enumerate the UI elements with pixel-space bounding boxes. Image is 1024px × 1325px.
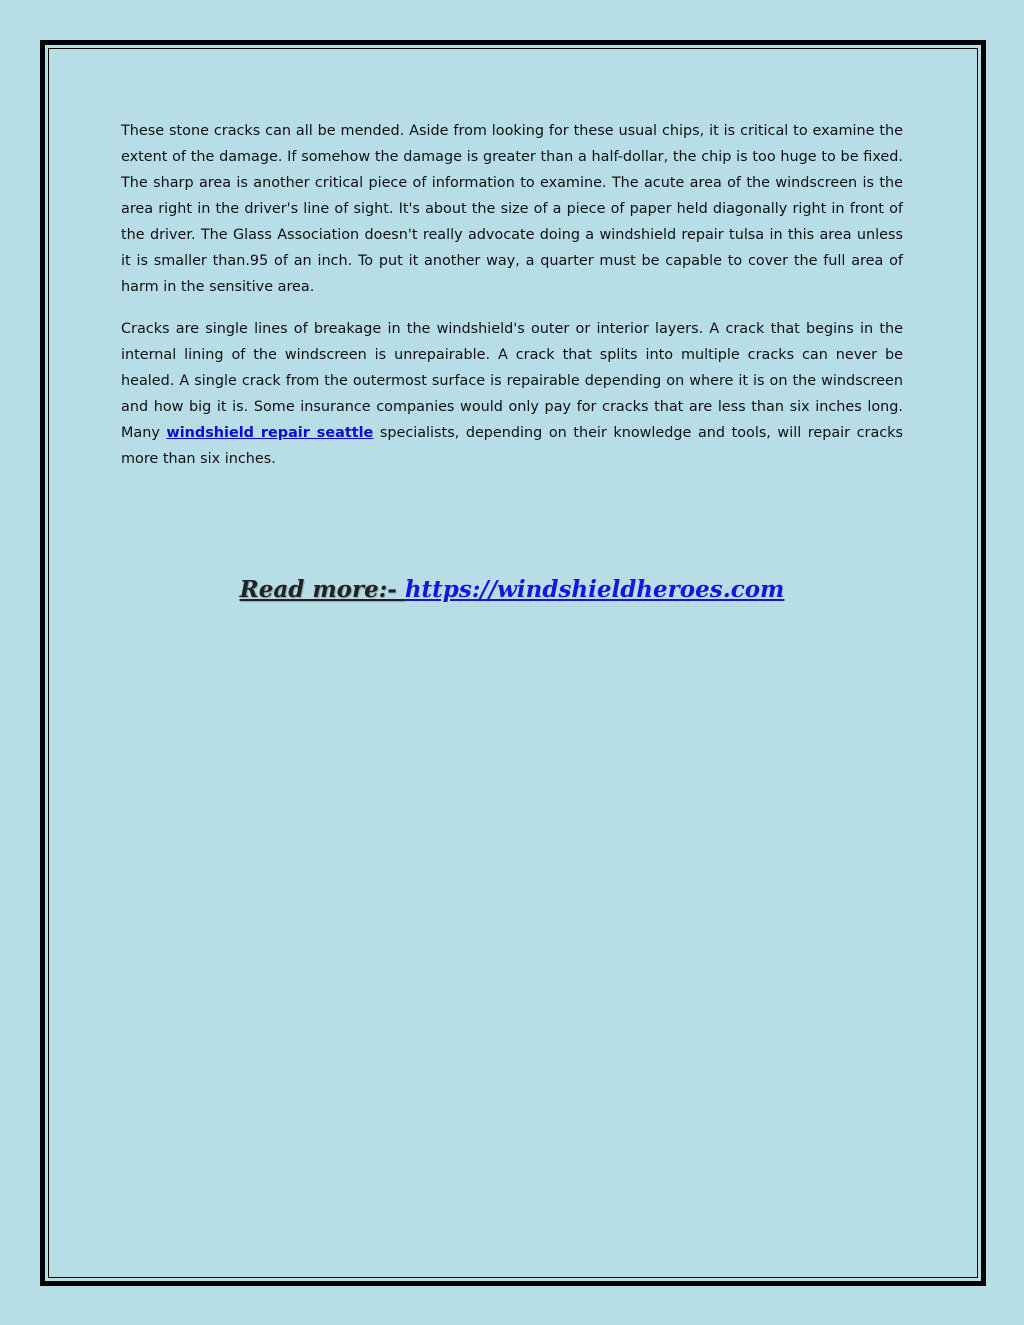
paragraph-cracks <box>121 316 903 472</box>
read-more-label: Read more:- <box>239 576 405 603</box>
read-more-url-link[interactable]: https://windshieldheroes.com <box>404 576 785 603</box>
windshield-repair-seattle-link[interactable]: windshield repair seattle <box>166 425 374 441</box>
read-more-line <box>0 573 1024 607</box>
document-body <box>121 118 903 488</box>
paragraph-cracks-text-start: Cracks are single lines of breakage in the windshield's outer or interior layers. A crack that begins in the internal lining of the windscreen is unrepairable. A crack that splits into multiple cracks can never be healed. A single crack from the outermost surface is repairable depending on where it is on the windscreen and how big it is. Some insurance companies would only pay for cracks that are less than six inches long. Many <box>121 321 903 441</box>
paragraph-stone-cracks: These stone cracks can all be mended. Aside from looking for these usual chips, it is critical to examine the extent of the damage. If somehow the damage is greater than a half-dollar, the chip is too huge to be fixed. The sharp area is another critical piece of information to examine. The acute area of the windscreen is the area right in the driver's line of sight. It's about the size of a piece of paper held diagonally right in front of the driver. The Glass Association doesn't really advocate doing a windshield repair tulsa in this area unless it is smaller than.95 of an inch. To put it another way, a quarter must be capable to cover the full area of harm in the sensitive area. <box>121 123 903 295</box>
paragraph-cracks-text-end: specialists, depending on their knowledge and tools, will repair cracks more than six inches. <box>121 425 904 467</box>
